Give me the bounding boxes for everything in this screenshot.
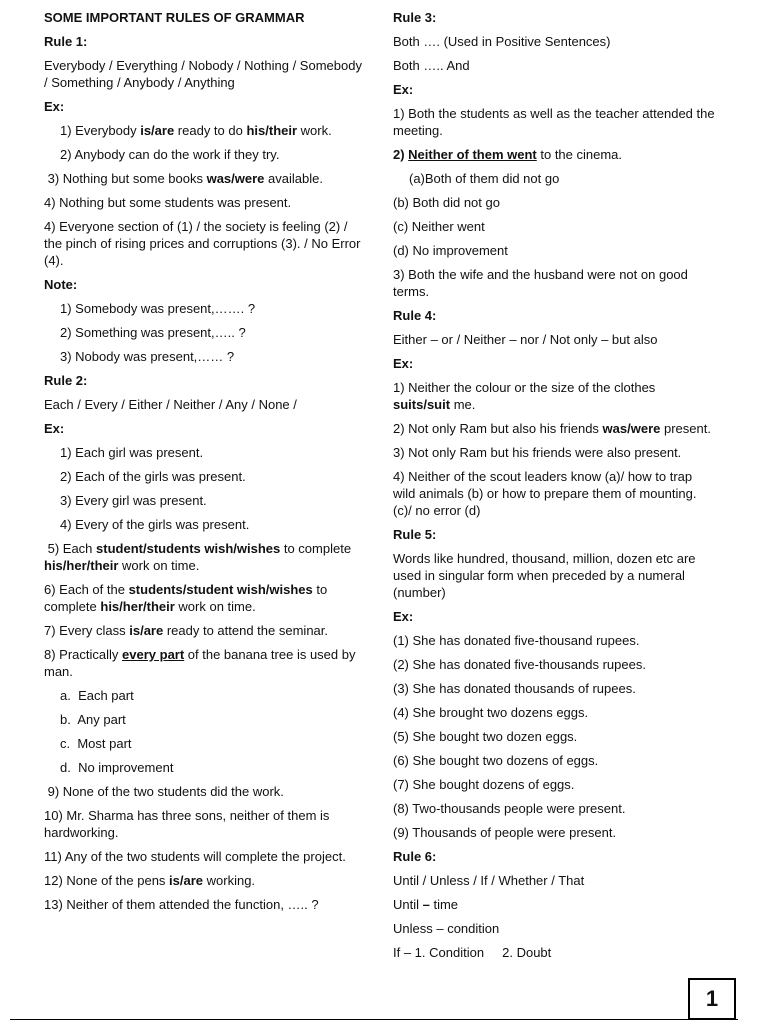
right-line-16: 3) Not only Ram but his friends were also present.	[393, 445, 682, 460]
footer-rule	[10, 1019, 738, 1020]
right-line-15: 2) Not only Ram but also his friends was/were present.	[393, 421, 711, 436]
right-line-26: (6) She bought two dozens of eggs.	[393, 753, 599, 768]
right-line-28: (8) Two-thousands people were present.	[393, 801, 626, 816]
left-line-29: 10) Mr. Sharma has three sons, neither of them is hardworking.	[44, 808, 330, 840]
left-line-20: 5) Each student/students wish/wishes to complete his/her/their work on time.	[44, 541, 352, 573]
right-line-33: Unless – condition	[393, 921, 500, 936]
left-line-17: 2) Each of the girls was present.	[60, 469, 246, 484]
right-line-19: Words like hundred, thousand, million, dozen etc are used in singular form when preceded by a numeral (number)	[393, 551, 696, 600]
right-line-0: Rule 3:	[393, 10, 437, 25]
right-line-6: (a)Both of them did not go	[409, 171, 560, 186]
right-line-23: (3) She has donated thousands of rupees.	[393, 681, 636, 696]
left-line-21: 6) Each of the students/student wish/wishes to complete his/her/their work on time.	[44, 582, 328, 614]
left-line-18: 3) Every girl was present.	[60, 493, 207, 508]
right-line-29: (9) Thousands of people were present.	[393, 825, 617, 840]
left-line-19: 4) Every of the girls was present.	[60, 517, 250, 532]
right-line-2: Both ….. And	[393, 58, 470, 73]
left-line-31: 12) None of the pens is/are working.	[44, 873, 256, 888]
right-line-9: (d) No improvement	[393, 243, 508, 258]
right-line-20: Ex:	[393, 609, 414, 624]
right-line-13: Ex:	[393, 356, 414, 371]
right-line-7: (b) Both did not go	[393, 195, 500, 210]
right-line-12: Either – or / Neither – nor / Not only – but also	[393, 332, 658, 347]
left-column	[44, 6, 366, 917]
left-line-25: b. Any part	[60, 712, 126, 727]
right-line-8: (c) Neither went	[393, 219, 485, 234]
left-line-12: 3) Nobody was present,…… ?	[60, 349, 235, 364]
left-line-11: 2) Something was present,….. ?	[60, 325, 246, 340]
right-line-5: 2) Neither of them went to the cinema.	[393, 147, 623, 162]
left-line-23: 8) Practically every part of the banana tree is used by man.	[44, 647, 356, 679]
left-line-3: Ex:	[44, 99, 65, 114]
left-line-7: 4) Nothing but some students was present.	[44, 195, 292, 210]
right-line-31: Until / Unless / If / Whether / That	[393, 873, 585, 888]
left-line-2: Everybody / Everything / Nobody / Nothing / Somebody / Something / Anybody / Anything	[44, 58, 362, 90]
right-line-11: Rule 4:	[393, 308, 437, 323]
left-line-14: Each / Every / Either / Neither / Any / None /	[44, 397, 297, 412]
left-line-22: 7) Every class is/are ready to attend the seminar.	[44, 623, 329, 638]
right-line-32: Until – time	[393, 897, 459, 912]
left-line-27: d. No improvement	[60, 760, 174, 775]
left-line-26: c. Most part	[60, 736, 132, 751]
left-line-24: a. Each part	[60, 688, 134, 703]
left-line-15: Ex:	[44, 421, 65, 436]
right-line-22: (2) She has donated five-thousands rupees.	[393, 657, 646, 672]
left-line-1: Rule 1:	[44, 34, 88, 49]
left-line-13: Rule 2:	[44, 373, 88, 388]
right-line-18: Rule 5:	[393, 527, 437, 542]
right-line-14: 1) Neither the colour or the size of the clothes suits/suit me.	[393, 380, 656, 412]
right-line-1: Both …. (Used in Positive Sentences)	[393, 34, 611, 49]
right-line-27: (7) She bought dozens of eggs.	[393, 777, 575, 792]
page-number-box: 1	[688, 978, 736, 1020]
left-line-0: SOME IMPORTANT RULES OF GRAMMAR	[44, 10, 305, 25]
right-line-34: If – 1. Condition 2. Doubt	[393, 945, 552, 960]
left-line-28: 9) None of the two students did the work.	[44, 784, 284, 799]
right-line-3: Ex:	[393, 82, 414, 97]
right-line-30: Rule 6:	[393, 849, 437, 864]
left-line-9: Note:	[44, 277, 78, 292]
left-line-4: 1) Everybody is/are ready to do his/their work.	[60, 123, 332, 138]
left-line-16: 1) Each girl was present.	[60, 445, 204, 460]
left-line-32: 13) Neither of them attended the function, ….. ?	[44, 897, 319, 912]
right-line-21: (1) She has donated five-thousand rupees.	[393, 633, 640, 648]
right-column	[393, 6, 715, 965]
right-line-10: 3) Both the wife and the husband were not on good terms.	[393, 267, 688, 299]
left-line-30: 11) Any of the two students will complete the project.	[44, 849, 346, 864]
right-line-24: (4) She brought two dozens eggs.	[393, 705, 589, 720]
left-line-10: 1) Somebody was present,……. ?	[60, 301, 256, 316]
right-line-25: (5) She bought two dozen eggs.	[393, 729, 578, 744]
left-line-8: 4) Everyone section of (1) / the society is feeling (2) / the pinch of rising prices and corruptions (3). / No Error (4).	[44, 219, 361, 268]
right-line-4: 1) Both the students as well as the teacher attended the meeting.	[393, 106, 715, 138]
left-line-6: 3) Nothing but some books was/were available.	[44, 171, 323, 186]
right-line-17: 4) Neither of the scout leaders know (a)/ how to trap wild animals (b) or how to prepare them of mounting. (c)/ no error (d)	[393, 469, 697, 518]
left-line-5: 2) Anybody can do the work if they try.	[60, 147, 280, 162]
